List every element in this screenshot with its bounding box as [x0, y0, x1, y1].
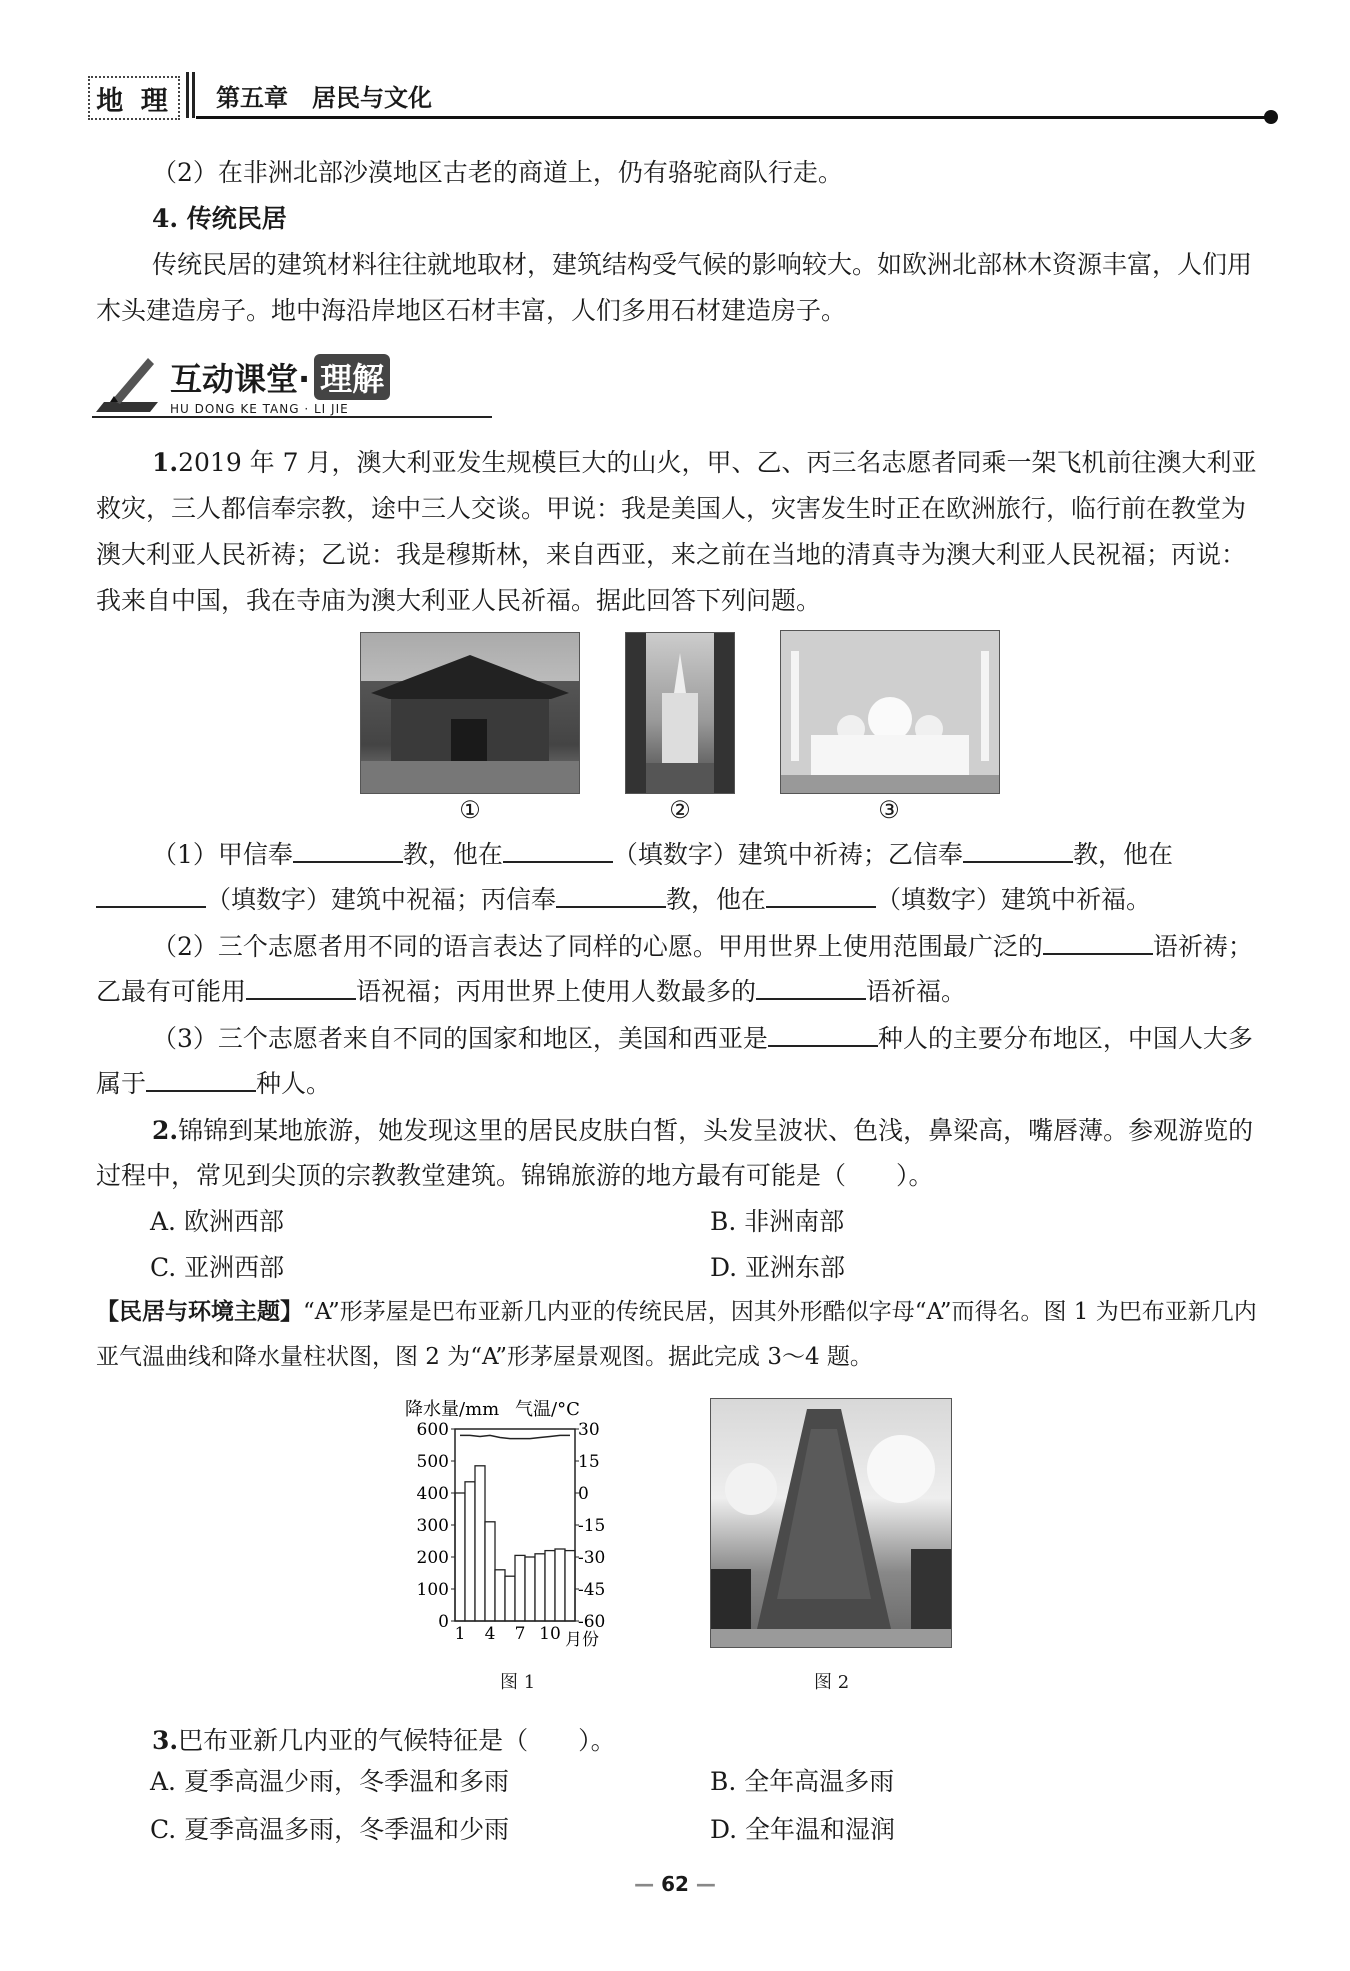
y-tick-label: 0 — [438, 1612, 449, 1632]
x-tick-label: 7 — [514, 1624, 526, 1644]
q3-number: 3. — [152, 1726, 179, 1755]
answer-blank[interactable] — [146, 1062, 256, 1092]
y-tick-label: 500 — [416, 1452, 449, 1472]
y2-tick-label: 0 — [578, 1484, 589, 1504]
q1-sub2 — [96, 924, 1270, 1014]
banner-rule — [92, 416, 492, 418]
chapter-title: 第五章 居民与文化 — [216, 84, 432, 112]
q3-stem — [96, 1718, 1270, 1763]
y2-tick-label: -15 — [578, 1516, 606, 1536]
answer-blank[interactable] — [503, 833, 613, 863]
q1-number: 1. — [152, 448, 179, 477]
q1-sub1-part: 教，他在 — [1072, 840, 1173, 869]
banner-title-text: 互动课堂· — [170, 360, 311, 398]
q1-sub1-part: 教，他在 — [666, 885, 767, 914]
q2-option-a[interactable]: A. 欧洲西部 — [150, 1207, 284, 1236]
answer-blank[interactable] — [1043, 925, 1153, 955]
a-frame-hut-photo — [710, 1398, 952, 1648]
q2-stem — [96, 1108, 1270, 1198]
q1-sub2-part: 语祈祷；乙最有可能用 — [96, 932, 1253, 1006]
y2-tick-label: 30 — [578, 1420, 600, 1440]
q3-option-c[interactable]: C. 夏季高温多雨，冬季温和少雨 — [150, 1815, 510, 1844]
q3-option-a[interactable]: A. 夏季高温少雨，冬季温和多雨 — [150, 1767, 509, 1796]
q1-sub1-part: （填数字）建筑中祈祷；乙信奉 — [612, 840, 963, 869]
y2-tick-label: -30 — [578, 1548, 606, 1568]
precipitation-bar — [505, 1576, 515, 1621]
y-tick-label: 400 — [416, 1484, 449, 1504]
a-frame-hut-illustration — [711, 1399, 951, 1647]
y2-axis-label: 气温/°C — [515, 1399, 580, 1420]
y-tick-label: 100 — [416, 1580, 449, 1600]
header-divider — [192, 72, 195, 118]
q1-sub3-part: 种人的主要分布地区，中国人大多属于 — [96, 1024, 1253, 1098]
temple-photo — [360, 632, 580, 794]
climate-chart — [405, 1395, 635, 1660]
answer-blank[interactable] — [766, 878, 876, 908]
theme-text: “A”形茅屋是巴布亚新几内亚的传统民居，因其外形酷似字母“A”而得名。图 1 为巴布亚新几内亚气温曲线和降水量柱状图，图 2 为“A”形茅屋景观图。据此完成 3～4 题。 — [96, 1299, 1257, 1370]
q2-option-c[interactable]: C. 亚洲西部 — [150, 1253, 285, 1282]
y-tick-label: 300 — [416, 1516, 449, 1536]
q3-stem-text: 巴布亚新几内亚的气候特征是（ ）。 — [178, 1726, 616, 1755]
precipitation-bar — [475, 1466, 485, 1621]
subject-label: 地 理 — [88, 76, 180, 120]
precipitation-bar — [535, 1554, 545, 1621]
y2-tick-label: 15 — [578, 1452, 600, 1472]
page-number-text: 62 — [661, 1872, 689, 1896]
church-illustration — [626, 633, 734, 793]
q2-number: 2. — [152, 1116, 179, 1145]
theme-tag: 【民居与环境主题】 — [96, 1298, 303, 1325]
x-tick-label: 1 — [454, 1624, 466, 1644]
answer-blank[interactable] — [96, 878, 206, 908]
precipitation-bar — [495, 1570, 505, 1621]
q1-sub1-part: （填数字）建筑中祝福；丙信奉 — [206, 885, 557, 914]
q1-sub1-part: （填数字）建筑中祈福。 — [876, 885, 1152, 914]
q1-sub1 — [96, 832, 1270, 922]
answer-blank[interactable] — [756, 970, 866, 1000]
q1-sub2-part: （2）三个志愿者用不同的语言表达了同样的心愿。甲用世界上使用范围最广泛的 — [152, 932, 1043, 961]
y-axis-label: 降水量/mm — [405, 1399, 500, 1420]
precipitation-bar — [455, 1493, 465, 1621]
answer-blank[interactable] — [246, 970, 356, 1000]
section-banner — [92, 350, 422, 420]
header-rule — [196, 116, 1266, 119]
q1-sub1-part: （1）甲信奉 — [152, 840, 293, 869]
page-number-dash: — — [688, 1872, 716, 1896]
q2-option-b[interactable]: B. 非洲南部 — [710, 1207, 845, 1236]
x-axis-label: 月份 — [565, 1630, 599, 1650]
header-divider — [186, 72, 189, 118]
precipitation-bar — [565, 1551, 575, 1621]
x-tick-label: 10 — [539, 1624, 561, 1644]
y2-tick-label: -45 — [578, 1580, 606, 1600]
climate-chart-svg — [405, 1395, 635, 1660]
answer-blank[interactable] — [293, 833, 403, 863]
q1-stem — [96, 440, 1270, 624]
banner-tag: 理解 — [314, 354, 390, 400]
header-rule-dot — [1264, 110, 1278, 124]
pen-book-icon — [92, 352, 162, 416]
precipitation-bar — [545, 1551, 555, 1621]
x-tick-label: 4 — [484, 1624, 496, 1644]
q1-sub3 — [96, 1016, 1270, 1106]
precipitation-bar — [465, 1482, 475, 1621]
dwelling-paragraph: 传统民居的建筑材料往往就地取材，建筑结构受气候的影响较大。如欧洲北部林木资源丰富，人们用木头建造房子。地中海沿岸地区石材丰富，人们多用石材建造房子。 — [96, 250, 1253, 325]
figure-1-caption: 图 1 — [500, 1672, 536, 1693]
temperature-line — [460, 1435, 570, 1438]
photo-label-1: ① — [459, 796, 481, 824]
q2-option-d[interactable]: D. 亚洲东部 — [710, 1253, 846, 1282]
banner-subtitle: HU DONG KE TANG · LI JIE — [170, 402, 349, 416]
answer-blank[interactable] — [556, 878, 666, 908]
precipitation-bar — [555, 1549, 565, 1621]
answer-blank[interactable] — [963, 833, 1073, 863]
q1-sub3-part: 种人。 — [256, 1069, 332, 1098]
q1-sub2-part: 语祝福；丙用世界上使用人数最多的 — [356, 977, 757, 1006]
y-tick-label: 600 — [416, 1420, 449, 1440]
section-title — [96, 196, 1270, 241]
precipitation-bar — [515, 1555, 525, 1621]
section-title-text: 4. 传统民居 — [152, 204, 287, 233]
q1-sub3-part: （3）三个志愿者来自不同的国家和地区，美国和西亚是 — [152, 1024, 768, 1053]
y-tick-label: 200 — [416, 1548, 449, 1568]
q1-sub2-part: 语祈福。 — [866, 977, 967, 1006]
precipitation-bar — [485, 1522, 495, 1621]
mosque-photo — [780, 630, 1000, 794]
q3-option-d[interactable]: D. 全年温和湿润 — [710, 1815, 896, 1844]
theme-intro — [96, 1289, 1270, 1380]
q1-stem-text: 2019 年 7 月，澳大利亚发生规模巨大的山火，甲、乙、丙三名志愿者同乘一架飞机前往澳大利亚救灾，三人都信奉宗教，途中三人交谈。甲说：我是美国人，灾害发生时正在欧洲旅行，临行前在教堂为澳大利亚人民祈祷；乙说：我是穆斯林，来自西亚，来之前在当地的清真寺为澳大利亚人民祝福；丙说：我来自中国，我在寺庙为澳大利亚人民祈福。据此回答下列问题。 — [96, 448, 1257, 615]
figure-2-caption: 图 2 — [814, 1672, 850, 1693]
banner-title — [170, 354, 390, 400]
mosque-illustration — [781, 631, 999, 793]
q1-sub1-part: 教，他在 — [402, 840, 503, 869]
temple-illustration — [361, 633, 579, 793]
page-number — [628, 1872, 722, 1896]
page-number-dash: — — [634, 1872, 662, 1896]
answer-blank[interactable] — [768, 1017, 878, 1047]
y2-tick-label: -60 — [578, 1612, 606, 1632]
page-header — [88, 72, 1278, 124]
q2-stem-text: 锦锦到某地旅游，她发现这里的居民皮肤白皙，头发呈波状、色浅，鼻梁高，嘴唇薄。参观游览的过程中，常见到尖顶的宗教教堂建筑。锦锦旅游的地方最有可能是（ ）。 — [96, 1116, 1254, 1190]
q3-option-b[interactable]: B. 全年高温多雨 — [710, 1767, 895, 1796]
church-photo — [625, 632, 735, 794]
camel-line: （2）在非洲北部沙漠地区古老的商道上，仍有骆驼商队行走。 — [152, 158, 843, 187]
precipitation-bar — [525, 1557, 535, 1621]
photo-label-2: ② — [669, 796, 691, 824]
photo-label-3: ③ — [878, 796, 900, 824]
